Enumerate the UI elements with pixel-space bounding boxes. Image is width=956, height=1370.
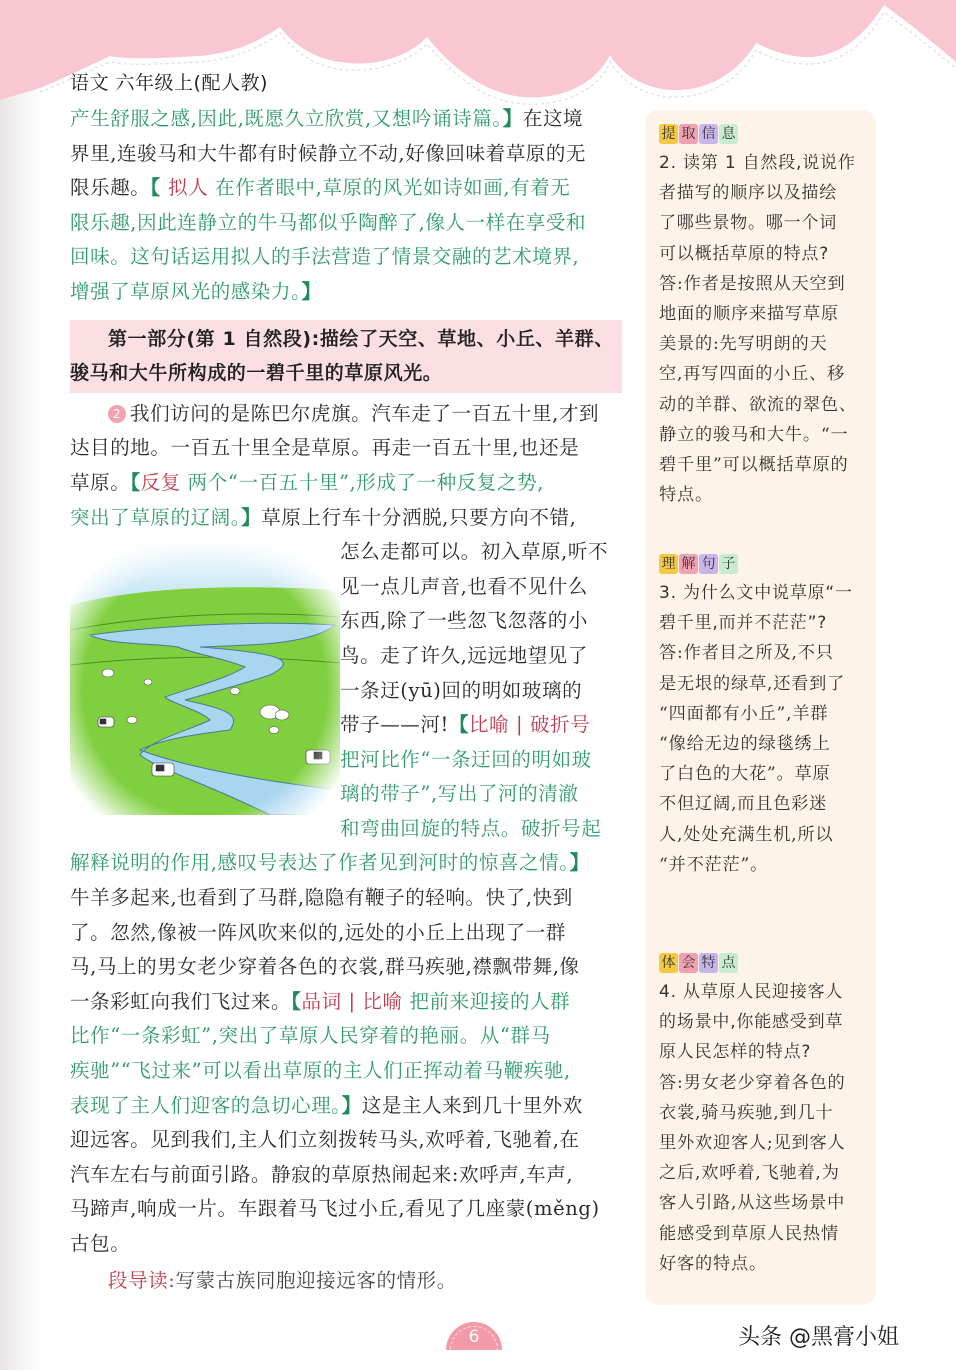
body-text: 马,马上的男女老少穿着各色的衣裳,群马疾驰,襟飘带舞,像: [70, 955, 580, 979]
text-line: [70, 501, 622, 536]
answer-line: 空,再写四面的小丘、移: [659, 364, 846, 385]
body-text: 牛羊多起来,也看到了马群,隐隐有鞭子的轻响。快了,快到: [70, 886, 573, 910]
body-text: 一条彩虹向我们飞过来。: [70, 989, 292, 1013]
text-line: [70, 1123, 622, 1158]
text-line: [70, 985, 622, 1020]
paragraph-2-opening: [70, 397, 622, 535]
question-line: 可以概括草原的特点?: [659, 243, 830, 264]
body-text: 怎么走都可以。初入草原,听不: [340, 540, 609, 564]
tag-character: 信: [699, 124, 718, 144]
annotation-text: 和弯曲回旋的特点。破折号起: [340, 816, 602, 840]
body-text: 达目的地。一百五十里全是草原。再走一百五十里,也还是: [70, 436, 580, 460]
annotation-label: 比喻 | 破折号: [469, 713, 591, 737]
text-line: [340, 535, 622, 570]
annotation-bracket: 【: [291, 989, 302, 1013]
sidebar-section-extract-info: [659, 124, 869, 510]
question-line: 4. 从草原人民迎接客人: [659, 982, 844, 1002]
annotation-bracket: 【: [150, 176, 169, 200]
tag-character: 理: [659, 554, 678, 574]
text-line: [70, 171, 622, 206]
question-line: 碧千里,而并不茫茫”?: [659, 613, 828, 634]
answer-line: 特点。: [659, 485, 713, 506]
text-line: [70, 846, 622, 881]
answer-line: 答:作者是按照从天空到: [659, 273, 846, 294]
body-text: 在这境: [522, 107, 584, 130]
annotation-text: 把前来迎接的人群: [402, 989, 571, 1013]
book-title-header: 语文 六年级上(配人教): [70, 72, 268, 94]
main-text-column: [70, 102, 622, 1298]
body-text: 东西,除了一些忽飞忽落的小: [340, 609, 588, 633]
answer-line: 地面的顺序来描写草原: [659, 303, 839, 324]
answer-line: 美景的:先写明朗的天: [659, 334, 828, 355]
answer-line: 不但辽阔,而且色彩迷: [659, 794, 828, 815]
answer-line: “并不茫茫”。: [659, 854, 769, 875]
text-line: [340, 812, 622, 847]
text-line: [70, 1192, 622, 1227]
annotation-text: 增强了草原风光的感染力。: [70, 279, 302, 303]
annotation-text: 比作“一条彩虹”,突出了草原人民穿着的艳丽。从“群马: [70, 1024, 551, 1048]
answer-line: 了白色的大花”。草原: [659, 764, 831, 785]
text-line: [340, 674, 622, 709]
annotation-text: 两个“一百五十里”,形成了一种反复之势,: [180, 470, 545, 494]
annotation-text: 限乐趣,因此连静立的牛马都似乎陶醉了,像人一样在享受和: [70, 210, 587, 234]
body-text: 汽车左右与前面引路。静寂的草原热闹起来:欢呼声,车声,: [70, 1162, 574, 1186]
body-text: 一条迂(yū)回的明如玻璃的: [340, 678, 583, 702]
text-line: [70, 102, 622, 137]
part-summary-box: [70, 320, 622, 393]
question-line: 3. 为什么文中说草原“一: [659, 583, 853, 603]
tag-character: 点: [719, 953, 738, 973]
text-line: [70, 240, 622, 275]
annotation-text: 表现了主人们迎客的急切心理。: [70, 1093, 342, 1117]
tag-character: 句: [699, 554, 718, 574]
text-line: [70, 916, 622, 951]
answer-line: 人,处处充满生机,所以: [659, 824, 834, 845]
tag-character: 子: [719, 554, 738, 574]
body-text: 草原。: [70, 470, 131, 494]
annotation-text: 产生舒服之感,因此,既愿久立欣赏,又想吟诵诗篇。: [70, 107, 503, 130]
answer-line: 答:作者目之所及,不只: [659, 643, 834, 664]
summary-line-2: 骏马和大牛所构成的一碧千里的草原风光。: [70, 362, 443, 385]
annotation-bracket: 】: [569, 851, 590, 875]
question-line: 了哪些景物。哪一个词: [659, 213, 837, 234]
answer-line: 好客的特点。: [659, 1253, 767, 1274]
tag-character: 会: [679, 953, 698, 973]
answer-line: 衣裳,骑马疾驰,到几十: [659, 1102, 834, 1123]
body-text: 草原上行车十分洒脱,只要方向不错,: [261, 505, 577, 529]
annotation-text: 回味。这句话运用拟人的手法营造了情景交融的艺术境界,: [70, 245, 580, 269]
annotation-bracket: 】: [502, 107, 523, 130]
answer-line: 客人引路,从这些场景中: [659, 1193, 846, 1214]
text-line: [70, 1227, 622, 1262]
body-text: 限乐趣。: [70, 176, 151, 200]
question-line: 者描写的顺序以及描绘: [659, 183, 837, 204]
answer-line: 里外欢迎客人;见到客人: [659, 1132, 846, 1153]
exercise-sidebar: [645, 110, 876, 1305]
body-text: 古包。: [70, 1232, 131, 1255]
annotation-bracket: 】: [341, 1093, 362, 1117]
illustration-wrap-block: [70, 535, 622, 846]
annotation-bracket: 】: [301, 279, 322, 303]
tag-character: 提: [659, 124, 678, 144]
text-line: [70, 1158, 622, 1193]
text-line: [70, 206, 622, 241]
sidebar-section-understand-sentence: [659, 554, 869, 880]
text-line: [340, 743, 622, 778]
text-line: [340, 639, 622, 674]
page-edge-shadow: [0, 0, 40, 1370]
annotation-text: 突出了草原的辽阔。: [70, 505, 242, 529]
annotation-label: 反复: [140, 470, 181, 494]
text-line: [340, 604, 622, 639]
body-text: 见一点儿声音,也看不见什么: [340, 574, 588, 598]
text-line: [70, 1089, 622, 1124]
annotation-text: 把河比作“一条迂回的明如玻: [340, 747, 592, 771]
paragraph-2-beside-illustration: [340, 535, 622, 846]
annotation-bracket: 【: [130, 470, 141, 494]
body-text: 迎远客。见到我们,主人们立刻拨转马头,欢呼着,飞驰着,在: [70, 1128, 580, 1152]
summary-line-1: 第一部分(第 1 自然段):描绘了天空、草地、小丘、羊群、: [108, 327, 614, 350]
answer-line: 动的羊群、欲流的翠色、: [659, 394, 857, 415]
question-line: 的场景中,你能感受到草: [659, 1012, 844, 1033]
annotation-label: 品词 | 比喻: [301, 989, 403, 1013]
body-text: 了。忽然,像被一阵风吹来似的,远处的小丘上出现了一群: [70, 920, 566, 944]
section-tag-label: [659, 124, 869, 144]
source-watermark: 头条 @黑膏小姐: [738, 1325, 899, 1350]
body-text: 我们访问的是陈巴尔虎旗。汽车走了一百五十里,才到: [130, 401, 600, 425]
guide-text: 写蒙古族同胞迎接远客的情形。: [175, 1268, 457, 1292]
answer-line: 能感受到草原人民热情: [659, 1223, 839, 1244]
tag-character: 取: [679, 124, 698, 144]
paragraph-number-badge: 2: [108, 405, 126, 423]
text-line: [70, 466, 622, 501]
text-line: [70, 275, 622, 310]
body-text: 马蹄声,响成一片。车跟着马飞过小丘,看见了几座蒙(měng): [70, 1197, 600, 1221]
annotation-bracket: 【: [448, 713, 470, 737]
answer-line: “像给无边的绿毯绣上: [659, 733, 831, 754]
paragraph-2-continuation: [70, 846, 622, 1261]
answer-line: 是无垠的绿草,还看到了: [659, 673, 846, 694]
text-line: [340, 570, 622, 605]
annotation-text: 解释说明的作用,感叹号表达了作者见到河时的惊喜之情。: [70, 851, 570, 875]
annotation-bracket: 】: [241, 505, 262, 529]
grassland-river-illustration: [70, 535, 340, 815]
answer-line: 碧千里”可以概括草原的: [659, 454, 849, 475]
tag-character: 体: [659, 953, 678, 973]
text-line: [70, 881, 622, 916]
section-tag-label: [659, 554, 869, 574]
annotation-label: 拟人: [168, 176, 209, 200]
answer-line: 答:男女老少穿着各色的: [659, 1072, 846, 1093]
text-line: [340, 708, 622, 743]
annotation-text: 在作者眼中,草原的风光如诗如画,有着无: [208, 176, 571, 200]
paragraph-1-continuation: [70, 102, 622, 310]
body-text: 这是主人来到几十里外欢: [361, 1093, 583, 1117]
text-line: [70, 1054, 622, 1089]
tag-character: 解: [679, 554, 698, 574]
question-line: 2. 读第 1 自然段,说说作: [659, 153, 856, 173]
text-line: [70, 1019, 622, 1054]
sidebar-section-appreciate-features: [659, 953, 869, 1279]
tag-character: 息: [719, 124, 738, 144]
text-line: [70, 397, 622, 432]
guide-label: 段导读:: [108, 1268, 176, 1292]
section-tag-label: [659, 953, 869, 973]
text-line: [70, 950, 622, 985]
text-line: [70, 137, 622, 172]
text-line: [340, 777, 622, 812]
body-text: 鸟。走了许久,远远地望见了: [340, 643, 588, 667]
text-line: [70, 431, 622, 466]
question-line: 原人民怎样的特点?: [659, 1042, 812, 1063]
answer-line: “四面都有小丘”,羊群: [659, 703, 829, 724]
answer-line: 静立的骏马和大牛。“一: [659, 424, 849, 445]
tag-character: 特: [699, 953, 718, 973]
annotation-text: 璃的带子”,写出了河的清澈: [340, 782, 579, 806]
page-number-badge: 6: [446, 1322, 502, 1350]
paragraph-guide: [70, 1264, 622, 1299]
body-text: 界里,连骏马和大牛都有时候静立不动,好像回味着草原的无: [70, 141, 587, 165]
annotation-text: 疾驰”“飞过来”可以看出草原的主人们正挥动着马鞭疾驰,: [70, 1059, 571, 1083]
body-text: 带子——河!: [340, 713, 449, 737]
answer-line: 之后,欢呼着,飞驰着,为: [659, 1163, 840, 1184]
